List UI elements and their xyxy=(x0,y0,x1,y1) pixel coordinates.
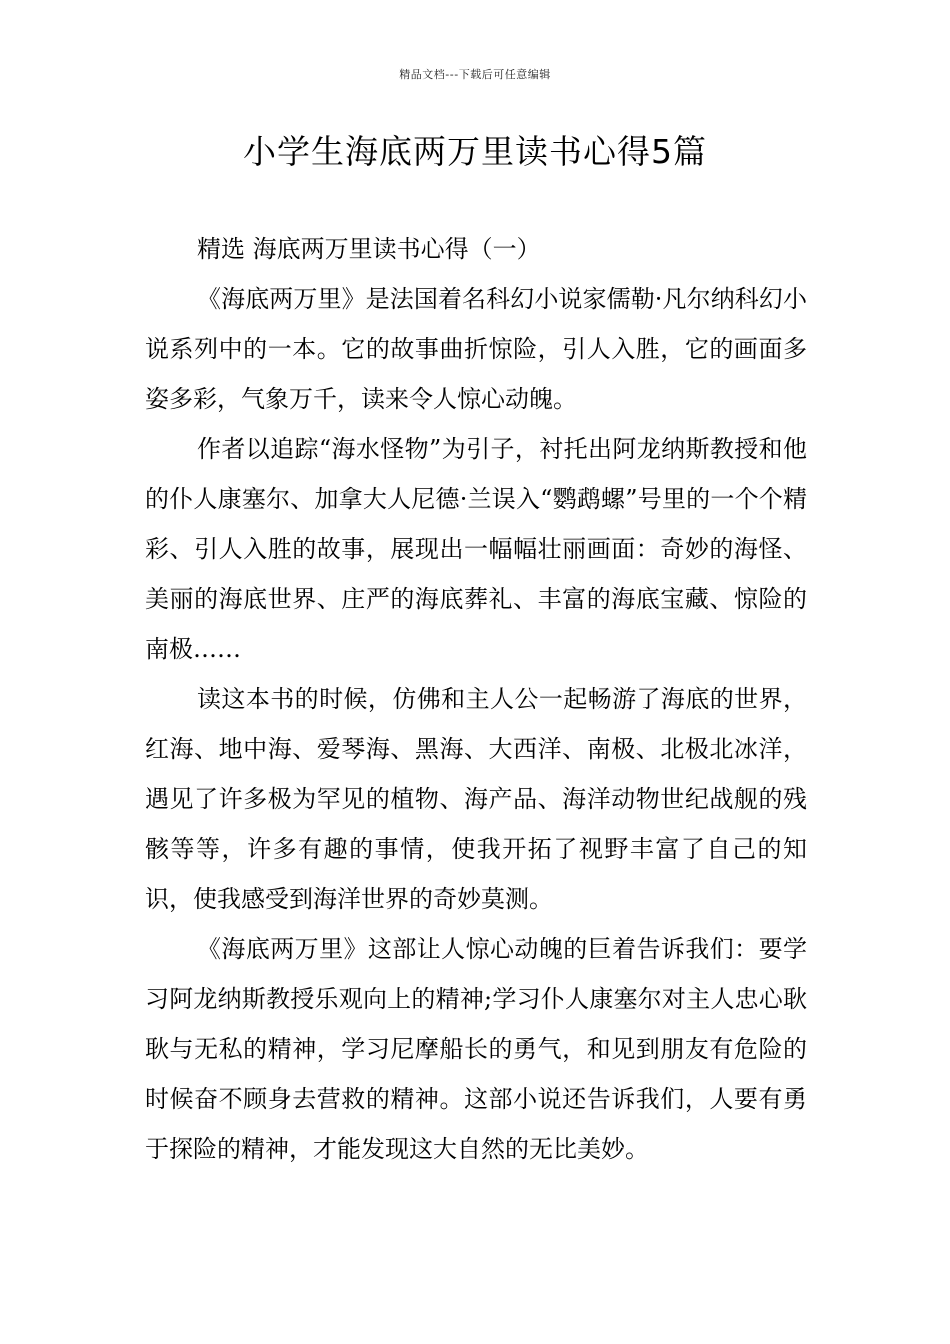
paragraph-1: 《海底两万里》是法国着名科幻小说家儒勒·凡尔纳科幻小说系列中的一本。它的故事曲折惊险，引人入胜，它的画面多姿多彩，气象万千，读来令人惊心动魄。 xyxy=(145,285,807,413)
paragraph-3: 读这本书的时候，仿佛和主人公一起畅游了海底的世界，红海、地中海、爱琴海、黑海、大西洋、南极、北极北冰洋，遇见了许多极为罕见的植物、海产品、海洋动物世纪战舰的残骸等等，许多有趣的事情，使我开拓了视野丰富了自己的知识，使我感受到海洋世界的奇妙莫测。 xyxy=(145,685,807,913)
document-body xyxy=(145,224,807,1174)
document-title: 小学生海底两万里读书心得5篇 xyxy=(243,132,707,171)
section-subheading: 精选 海底两万里读书心得（一） xyxy=(197,235,541,263)
paragraph-4: 《海底两万里》这部让人惊心动魄的巨着告诉我们：要学习阿龙纳斯教授乐观向上的精神;学习仆人康塞尔对主人忠心耿耿与无私的精神，学习尼摩船长的勇气，和见到朋友有危险的时候奋不顾身去营救的精神。这部小说还告诉我们，人要有勇于探险的精神，才能发现这大自然的无比美妙。 xyxy=(145,935,807,1163)
paragraph-2: 作者以追踪“海水怪物”为引子，衬托出阿龙纳斯教授和他的仆人康塞尔、加拿大人尼德·兰误入“鹦鹉螺”号里的一个个精彩、引人入胜的故事，展现出一幅幅壮丽画面：奇妙的海怪、美丽的海底世界、庄严的海底葬礼、丰富的海底宝藏、惊险的南极…… xyxy=(145,435,807,663)
page-header-watermark: 精品文档---下载后可任意编辑 xyxy=(399,68,551,81)
